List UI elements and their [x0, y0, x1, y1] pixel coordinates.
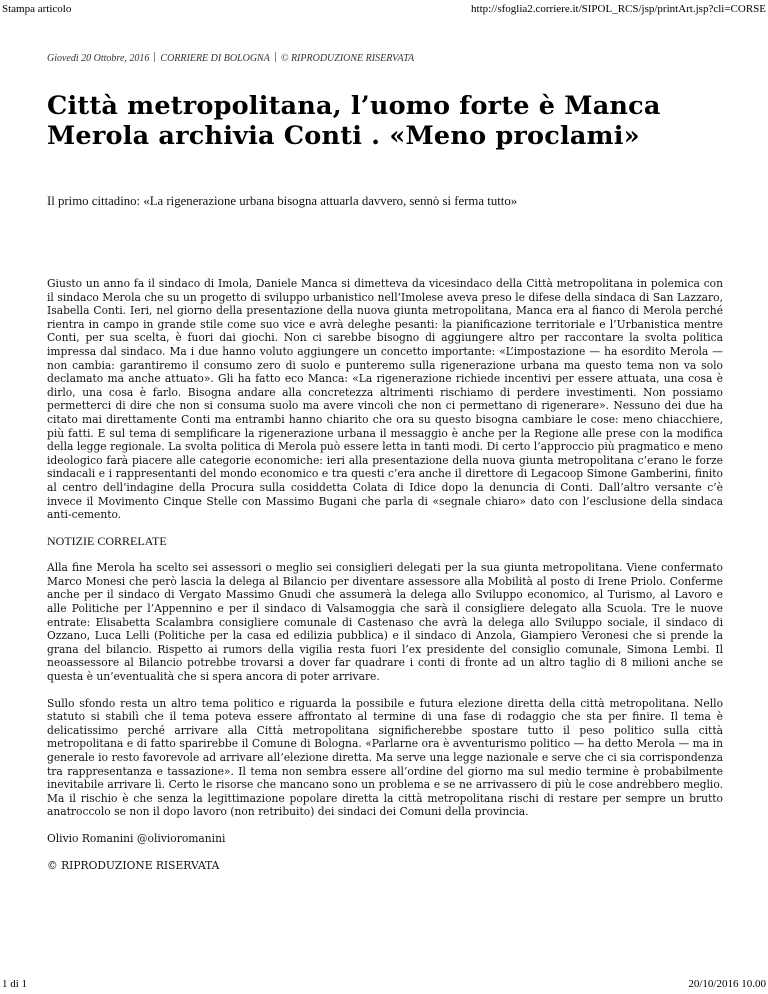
article-body: [47, 277, 723, 872]
print-header-url: http://sfoglia2.corriere.it/SIPOL_RCS/jsp/printArt.jsp?cli=CORSE: [471, 3, 766, 15]
article-byline: Olivio Romanini @olivioromanini: [47, 831, 226, 845]
print-timestamp: 20/10/2016 10.00: [688, 978, 766, 990]
article-paragraph: Giusto un anno fa il sindaco di Imola, Daniele Manca si dimetteva da vicesindaco della Città metropolitana in polemica con il sindaco Merola che su un progetto di sviluppo urbanistico nell’Imolese aveva preso le difese della sindaca di San Lazzaro, Isabella Conti. Ieri, nel giorno della presentazione della nuova giunta metropolitana, Manca era al fianco di Merola perché rientra in campo in grande stile come suo vice e avrà deleghe pesanti: la pianificazione territoriale e l’Urbanistica mentre Conti, per sua scelta, è fuori dai giochi. Non ci sarebbe bisogno di aggiungere altro per raccontare la svolta politica impressa dal sindaco. Ma i due hanno voluto aggiungere un concetto importante: «L’impostazione — ha esordito Merola — non cambia: garantiremo il consumo zero di suolo e punteremo sulla rigenerazione urbana ma questo tema non va solo declamato ma anche attuato». Gli ha fatto eco Manca: «La rigenerazione richiede incentivi per essere attuata, una cosa è dirlo, una cosa è farlo. Bisogna andare alla concretezza altrimenti rischiamo di perdere investimenti. Non possiamo permetterci di dire che non si consuma suolo ma avere vincoli che non ci permettano di rigenerare». Nessuno dei due ha citato mai direttamente Conti ma entrambi hanno chiarito che ora su questo bisogna cambiare le cose: meno chiacchiere, più fatti. E sul tema di semplificare la rigenerazione urbana il messaggio è anche per la Regione alle prese con la modifica della legge regionale. La svolta politica di Merola può essere letta in tanti modi. Di certo l’approccio più pragmatico e meno ideologico farà piacere alle categorie economiche: ieri alla presentazione della nuova giunta metropolitana c’erano le forze sindacali e i rappresentanti del mondo economico e tra questi c’era anche il direttore di Legacoop Simone Gamberini, finito al centro dell’indagine della Procura sulla cosiddetta Colata di Idice dopo la denuncia di Conti. Dall’altro versante c’è invece il Movimento Cinque Stelle con Massimo Bugani che parla di «segnale chiaro» dato con l’esclusione della sindaca anti-cemento.: [47, 277, 723, 522]
article-rights: © RIPRODUZIONE RISERVATA: [280, 53, 415, 64]
page-count: 1 di 1: [2, 978, 28, 990]
article-paragraph: Alla fine Merola ha scelto sei assessori o meglio sei consiglieri delegati per la sua giunta metropolitana. Viene confermato Marco Monesi che però lascia la delega al Bilancio per diventare assessore alla Mobilità al posto di Irene Priolo. Conferme anche per il sindaco di Vergato Massimo Gnudi che assumerà la delega allo Sviluppo economico, al Turismo, al Lavoro e alle Politiche per l’Appennino e per il sindaco di Valsamoggia che sarà il consigliere delegato alla Scuola. Tre le nuove entrate: Elisabetta Scalambra consigliere comunale di Castenaso che avrà la delega allo Sviluppo sociale, il sindaco di Ozzano, Luca Lelli (Politiche per la casa ed edilizia pubblica) e il sindaco di Anzola, Giampiero Veronesi che si prende la grana del bilancio. Rispetto ai rumors della vigilia resta fuori l’ex presidente del consiglio comunale, Simona Lembi. Il neoassessore al Bilancio potrebbe trovarsi a dover far quadrare i conti di fronte ad un altro taglio di 8 milioni anche se questa è un’eventualità che si spera ancora di poter arrivare.: [47, 561, 723, 684]
article-meta: [47, 52, 723, 65]
article-subtitle: Il primo cittadino: «La rigenerazione urbana bisogna attuarla davvero, sennò si ferma tutto»: [47, 194, 518, 208]
print-header: [2, 2, 766, 16]
article-paragraph: Sullo sfondo resta un altro tema politico e riguarda la possibile e futura elezione diretta della città metropolitana. Nello statuto si stabilì che il tema poteva essere affrontato al termine di una fase di rodaggio che sta per finire. Il tema è delicatissimo perché arrivare alla Città metropolitana significherebbe spostare tutto il peso politico sulla città metropolitana e di fatto sparirebbe il Comune di Bologna. «Parlarne ora è avventurismo politico — ha detto Merola — ma in generale io resto favorevole ad arrivare all’elezione diretta. Ma serve una legge nazionale e serve che ci sia corrispondenza tra rappresentanza e tassazione». Il tema non sembra essere all’ordine del giorno ma sul medio termine è probabilmente inevitabile arrivare lì. Certo le risorse che mancano sono un problema e se ne arrivassero di più le cose andrebbero meglio. Ma il rischio è che senza la legittimazione popolare diretta la città metropolitana rischi di restare per sempre un brutto anatroccolo se non il dopo lavoro (non retribuito) dei sindaci dei Comuni della provincia.: [47, 696, 723, 819]
article-copyright: © RIPRODUZIONE RISERVATA: [47, 858, 220, 872]
related-news-label[interactable]: NOTIZIE CORRELATE: [47, 533, 167, 548]
article-date: Giovedì 20 Ottobre, 2016: [47, 53, 150, 64]
meta-divider: [275, 52, 276, 62]
article: [47, 52, 723, 885]
meta-divider: [154, 52, 155, 62]
print-footer: [2, 977, 766, 991]
print-header-title: Stampa articolo: [2, 3, 72, 15]
article-headline: Città metropolitana, l’uomo forte è Manca Merola archivia Conti . «Meno proclami»: [47, 91, 661, 151]
article-source: CORRIERE DI BOLOGNA: [160, 53, 270, 64]
